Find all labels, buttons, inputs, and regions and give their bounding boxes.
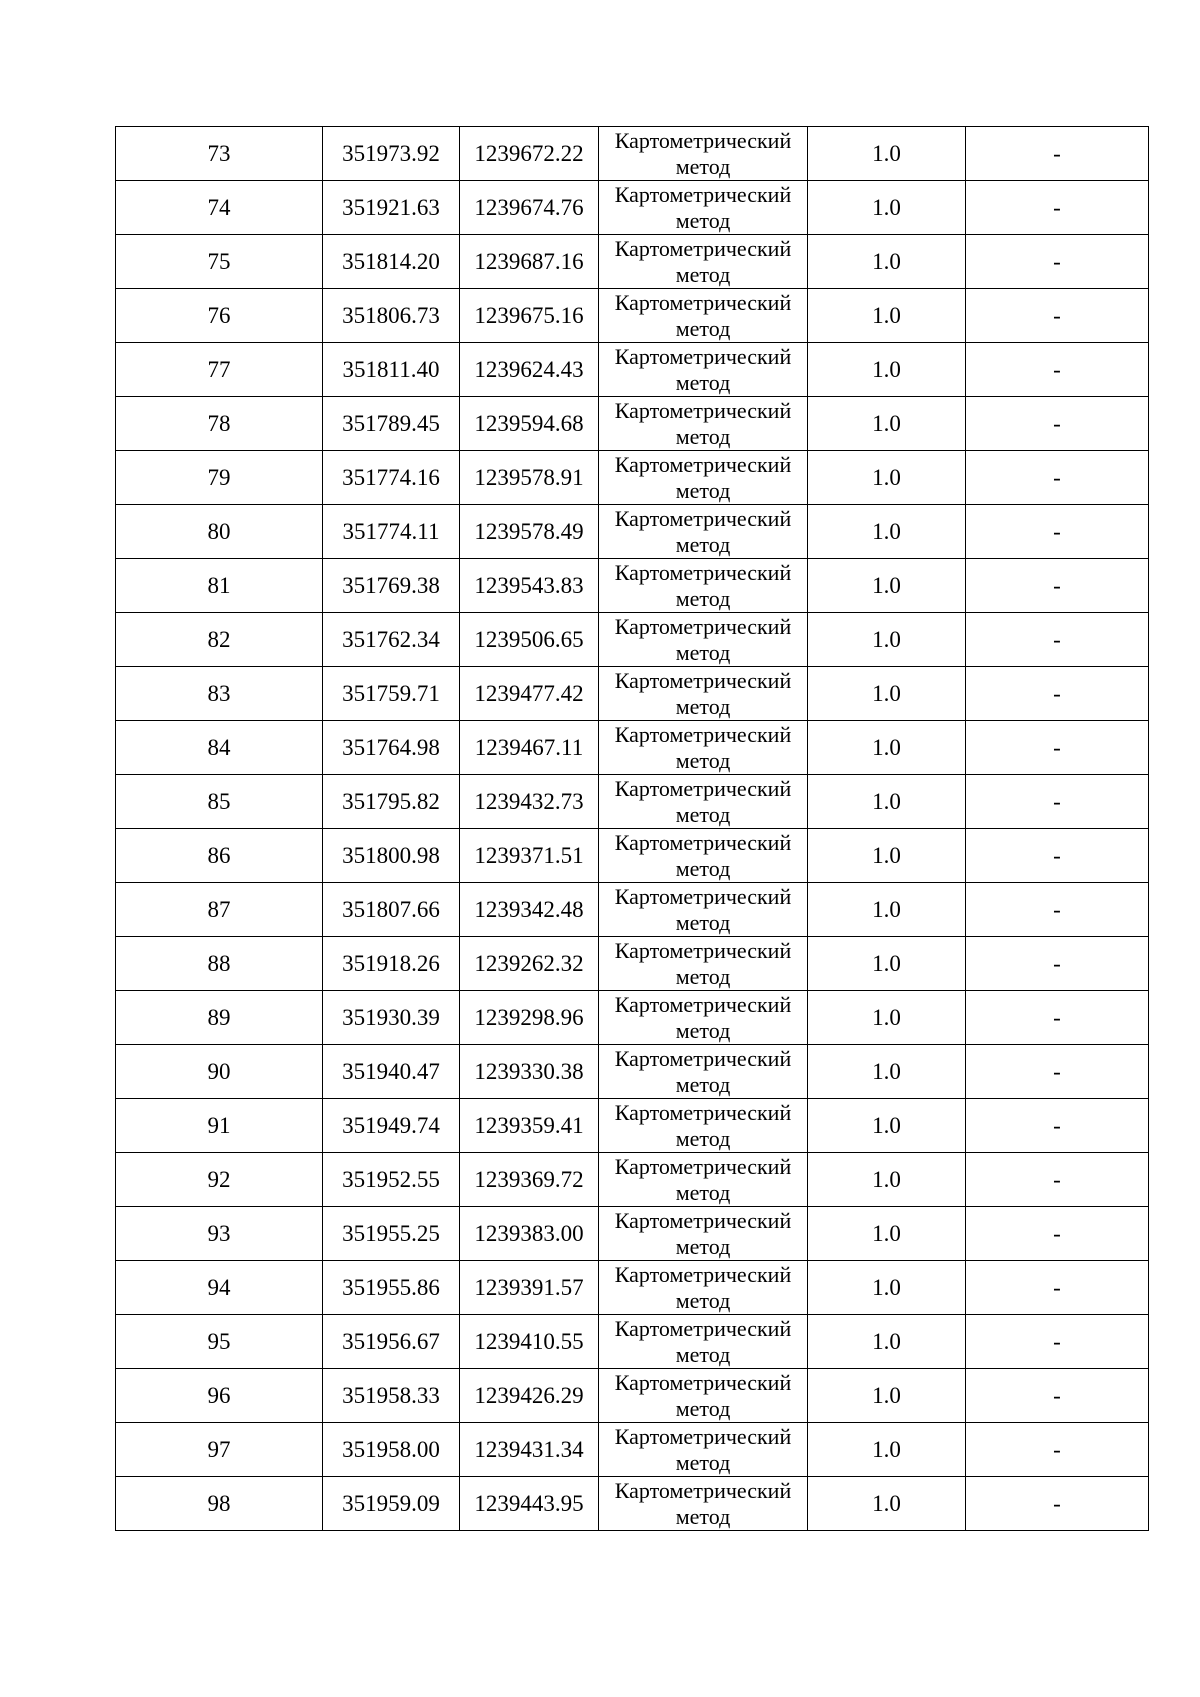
table-row xyxy=(116,1045,1149,1099)
table-row xyxy=(116,451,1149,505)
method-cell xyxy=(599,883,808,937)
method-cell xyxy=(599,235,808,289)
note-cell: - xyxy=(966,181,1149,235)
method-cell xyxy=(599,721,808,775)
method-cell xyxy=(599,613,808,667)
table-row xyxy=(116,235,1149,289)
table-row xyxy=(116,991,1149,1045)
x-coordinate-cell: 351959.09 xyxy=(323,1477,460,1531)
table-row xyxy=(116,1423,1149,1477)
table-row xyxy=(116,937,1149,991)
note-cell: - xyxy=(966,991,1149,1045)
note-cell: - xyxy=(966,451,1149,505)
method-cell xyxy=(599,1099,808,1153)
accuracy-cell: 1.0 xyxy=(808,1315,966,1369)
table-row xyxy=(116,127,1149,181)
method-line-1: Картометрический xyxy=(614,128,792,153)
point-number-cell: 91 xyxy=(116,1099,323,1153)
note-cell: - xyxy=(966,1207,1149,1261)
method-line-1: Картометрический xyxy=(614,938,792,963)
point-number-cell: 89 xyxy=(116,991,323,1045)
method-line-2: метод xyxy=(675,1396,731,1421)
method-line-2: метод xyxy=(675,694,731,719)
accuracy-cell: 1.0 xyxy=(808,883,966,937)
y-coordinate-cell: 1239578.91 xyxy=(460,451,599,505)
x-coordinate-cell: 351811.40 xyxy=(323,343,460,397)
accuracy-cell: 1.0 xyxy=(808,181,966,235)
note-cell: - xyxy=(966,127,1149,181)
note-cell: - xyxy=(966,1099,1149,1153)
note-cell: - xyxy=(966,667,1149,721)
method-cell xyxy=(599,1261,808,1315)
note-cell: - xyxy=(966,559,1149,613)
x-coordinate-cell: 351955.86 xyxy=(323,1261,460,1315)
point-number-cell: 74 xyxy=(116,181,323,235)
table-row xyxy=(116,1477,1149,1531)
note-cell: - xyxy=(966,721,1149,775)
accuracy-cell: 1.0 xyxy=(808,1369,966,1423)
y-coordinate-cell: 1239298.96 xyxy=(460,991,599,1045)
method-cell xyxy=(599,181,808,235)
coordinates-table xyxy=(115,126,1149,1531)
method-line-1: Картометрический xyxy=(614,182,792,207)
x-coordinate-cell: 351973.92 xyxy=(323,127,460,181)
table-row xyxy=(116,505,1149,559)
x-coordinate-cell: 351921.63 xyxy=(323,181,460,235)
method-line-2: метод xyxy=(675,1180,731,1205)
table-row xyxy=(116,1153,1149,1207)
method-line-2: метод xyxy=(675,370,731,395)
x-coordinate-cell: 351789.45 xyxy=(323,397,460,451)
y-coordinate-cell: 1239369.72 xyxy=(460,1153,599,1207)
method-cell xyxy=(599,127,808,181)
point-number-cell: 96 xyxy=(116,1369,323,1423)
note-cell: - xyxy=(966,1423,1149,1477)
method-cell xyxy=(599,829,808,883)
y-coordinate-cell: 1239674.76 xyxy=(460,181,599,235)
accuracy-cell: 1.0 xyxy=(808,1261,966,1315)
method-line-2: метод xyxy=(675,424,731,449)
y-coordinate-cell: 1239330.38 xyxy=(460,1045,599,1099)
y-coordinate-cell: 1239342.48 xyxy=(460,883,599,937)
method-line-1: Картометрический xyxy=(614,1100,792,1125)
table-row xyxy=(116,343,1149,397)
accuracy-cell: 1.0 xyxy=(808,721,966,775)
y-coordinate-cell: 1239383.00 xyxy=(460,1207,599,1261)
method-line-2: метод xyxy=(675,1018,731,1043)
accuracy-cell: 1.0 xyxy=(808,559,966,613)
method-line-1: Картометрический xyxy=(614,344,792,369)
note-cell: - xyxy=(966,613,1149,667)
point-number-cell: 77 xyxy=(116,343,323,397)
method-line-2: метод xyxy=(675,208,731,233)
note-cell: - xyxy=(966,1477,1149,1531)
table-row xyxy=(116,613,1149,667)
method-line-1: Картометрический xyxy=(614,1370,792,1395)
x-coordinate-cell: 351952.55 xyxy=(323,1153,460,1207)
accuracy-cell: 1.0 xyxy=(808,1153,966,1207)
table-row xyxy=(116,559,1149,613)
method-line-1: Картометрический xyxy=(614,614,792,639)
x-coordinate-cell: 351807.66 xyxy=(323,883,460,937)
method-line-2: метод xyxy=(675,316,731,341)
method-cell xyxy=(599,505,808,559)
method-cell xyxy=(599,667,808,721)
method-line-1: Картометрический xyxy=(614,1046,792,1071)
x-coordinate-cell: 351762.34 xyxy=(323,613,460,667)
point-number-cell: 87 xyxy=(116,883,323,937)
accuracy-cell: 1.0 xyxy=(808,451,966,505)
table-row xyxy=(116,397,1149,451)
point-number-cell: 84 xyxy=(116,721,323,775)
method-cell xyxy=(599,775,808,829)
table-row xyxy=(116,1261,1149,1315)
method-line-1: Картометрический xyxy=(614,884,792,909)
x-coordinate-cell: 351795.82 xyxy=(323,775,460,829)
note-cell: - xyxy=(966,937,1149,991)
x-coordinate-cell: 351918.26 xyxy=(323,937,460,991)
accuracy-cell: 1.0 xyxy=(808,235,966,289)
y-coordinate-cell: 1239594.68 xyxy=(460,397,599,451)
method-line-1: Картометрический xyxy=(614,560,792,585)
method-line-2: метод xyxy=(675,640,731,665)
method-cell xyxy=(599,1045,808,1099)
point-number-cell: 82 xyxy=(116,613,323,667)
x-coordinate-cell: 351956.67 xyxy=(323,1315,460,1369)
point-number-cell: 73 xyxy=(116,127,323,181)
method-line-1: Картометрический xyxy=(614,1316,792,1341)
method-line-2: метод xyxy=(675,748,731,773)
x-coordinate-cell: 351940.47 xyxy=(323,1045,460,1099)
x-coordinate-cell: 351769.38 xyxy=(323,559,460,613)
method-line-2: метод xyxy=(675,1288,731,1313)
accuracy-cell: 1.0 xyxy=(808,613,966,667)
point-number-cell: 83 xyxy=(116,667,323,721)
y-coordinate-cell: 1239359.41 xyxy=(460,1099,599,1153)
x-coordinate-cell: 351814.20 xyxy=(323,235,460,289)
table-row xyxy=(116,181,1149,235)
note-cell: - xyxy=(966,505,1149,559)
method-cell xyxy=(599,1153,808,1207)
point-number-cell: 86 xyxy=(116,829,323,883)
accuracy-cell: 1.0 xyxy=(808,1477,966,1531)
point-number-cell: 80 xyxy=(116,505,323,559)
point-number-cell: 92 xyxy=(116,1153,323,1207)
y-coordinate-cell: 1239675.16 xyxy=(460,289,599,343)
method-line-1: Картометрический xyxy=(614,1208,792,1233)
method-cell xyxy=(599,937,808,991)
table-row xyxy=(116,721,1149,775)
point-number-cell: 93 xyxy=(116,1207,323,1261)
accuracy-cell: 1.0 xyxy=(808,991,966,1045)
method-line-2: метод xyxy=(675,1234,731,1259)
method-cell xyxy=(599,1207,808,1261)
method-line-1: Картометрический xyxy=(614,290,792,315)
note-cell: - xyxy=(966,829,1149,883)
accuracy-cell: 1.0 xyxy=(808,397,966,451)
accuracy-cell: 1.0 xyxy=(808,1207,966,1261)
accuracy-cell: 1.0 xyxy=(808,1099,966,1153)
method-cell xyxy=(599,343,808,397)
x-coordinate-cell: 351774.11 xyxy=(323,505,460,559)
accuracy-cell: 1.0 xyxy=(808,775,966,829)
y-coordinate-cell: 1239687.16 xyxy=(460,235,599,289)
method-line-1: Картометрический xyxy=(614,1424,792,1449)
note-cell: - xyxy=(966,775,1149,829)
point-number-cell: 88 xyxy=(116,937,323,991)
method-line-2: метод xyxy=(675,1504,731,1529)
y-coordinate-cell: 1239262.32 xyxy=(460,937,599,991)
y-coordinate-cell: 1239410.55 xyxy=(460,1315,599,1369)
y-coordinate-cell: 1239578.49 xyxy=(460,505,599,559)
table-row xyxy=(116,829,1149,883)
y-coordinate-cell: 1239426.29 xyxy=(460,1369,599,1423)
table-row xyxy=(116,289,1149,343)
note-cell: - xyxy=(966,883,1149,937)
y-coordinate-cell: 1239391.57 xyxy=(460,1261,599,1315)
accuracy-cell: 1.0 xyxy=(808,1045,966,1099)
method-line-2: метод xyxy=(675,856,731,881)
y-coordinate-cell: 1239371.51 xyxy=(460,829,599,883)
point-number-cell: 75 xyxy=(116,235,323,289)
method-line-1: Картометрический xyxy=(614,1154,792,1179)
x-coordinate-cell: 351930.39 xyxy=(323,991,460,1045)
note-cell: - xyxy=(966,289,1149,343)
y-coordinate-cell: 1239624.43 xyxy=(460,343,599,397)
method-line-1: Картометрический xyxy=(614,452,792,477)
note-cell: - xyxy=(966,235,1149,289)
method-line-1: Картометрический xyxy=(614,1262,792,1287)
y-coordinate-cell: 1239467.11 xyxy=(460,721,599,775)
method-line-2: метод xyxy=(675,802,731,827)
accuracy-cell: 1.0 xyxy=(808,127,966,181)
note-cell: - xyxy=(966,1315,1149,1369)
method-cell xyxy=(599,991,808,1045)
method-line-2: метод xyxy=(675,586,731,611)
method-line-2: метод xyxy=(675,532,731,557)
x-coordinate-cell: 351800.98 xyxy=(323,829,460,883)
method-cell xyxy=(599,1423,808,1477)
accuracy-cell: 1.0 xyxy=(808,343,966,397)
table-row xyxy=(116,775,1149,829)
y-coordinate-cell: 1239432.73 xyxy=(460,775,599,829)
accuracy-cell: 1.0 xyxy=(808,937,966,991)
point-number-cell: 79 xyxy=(116,451,323,505)
y-coordinate-cell: 1239543.83 xyxy=(460,559,599,613)
note-cell: - xyxy=(966,1261,1149,1315)
y-coordinate-cell: 1239443.95 xyxy=(460,1477,599,1531)
method-line-1: Картометрический xyxy=(614,506,792,531)
point-number-cell: 76 xyxy=(116,289,323,343)
accuracy-cell: 1.0 xyxy=(808,1423,966,1477)
table-row xyxy=(116,1207,1149,1261)
point-number-cell: 95 xyxy=(116,1315,323,1369)
x-coordinate-cell: 351958.33 xyxy=(323,1369,460,1423)
note-cell: - xyxy=(966,1045,1149,1099)
point-number-cell: 94 xyxy=(116,1261,323,1315)
method-cell xyxy=(599,1477,808,1531)
method-cell xyxy=(599,289,808,343)
method-cell xyxy=(599,1369,808,1423)
method-cell xyxy=(599,559,808,613)
method-cell xyxy=(599,397,808,451)
y-coordinate-cell: 1239506.65 xyxy=(460,613,599,667)
x-coordinate-cell: 351774.16 xyxy=(323,451,460,505)
x-coordinate-cell: 351955.25 xyxy=(323,1207,460,1261)
method-cell xyxy=(599,1315,808,1369)
method-line-2: метод xyxy=(675,910,731,935)
note-cell: - xyxy=(966,397,1149,451)
note-cell: - xyxy=(966,1153,1149,1207)
x-coordinate-cell: 351958.00 xyxy=(323,1423,460,1477)
x-coordinate-cell: 351764.98 xyxy=(323,721,460,775)
method-line-1: Картометрический xyxy=(614,236,792,261)
x-coordinate-cell: 351949.74 xyxy=(323,1099,460,1153)
table-row xyxy=(116,1099,1149,1153)
method-line-1: Картометрический xyxy=(614,776,792,801)
method-line-2: метод xyxy=(675,154,731,179)
point-number-cell: 97 xyxy=(116,1423,323,1477)
accuracy-cell: 1.0 xyxy=(808,667,966,721)
method-line-1: Картометрический xyxy=(614,830,792,855)
point-number-cell: 90 xyxy=(116,1045,323,1099)
y-coordinate-cell: 1239477.42 xyxy=(460,667,599,721)
coordinates-table-body xyxy=(116,127,1149,1531)
method-line-1: Картометрический xyxy=(614,722,792,747)
point-number-cell: 98 xyxy=(116,1477,323,1531)
method-line-1: Картометрический xyxy=(614,398,792,423)
point-number-cell: 78 xyxy=(116,397,323,451)
note-cell: - xyxy=(966,1369,1149,1423)
method-line-1: Картометрический xyxy=(614,1478,792,1503)
table-row xyxy=(116,883,1149,937)
method-line-1: Картометрический xyxy=(614,668,792,693)
table-row xyxy=(116,1315,1149,1369)
x-coordinate-cell: 351806.73 xyxy=(323,289,460,343)
x-coordinate-cell: 351759.71 xyxy=(323,667,460,721)
method-line-2: метод xyxy=(675,1342,731,1367)
y-coordinate-cell: 1239431.34 xyxy=(460,1423,599,1477)
method-line-2: метод xyxy=(675,964,731,989)
note-cell: - xyxy=(966,343,1149,397)
table-row xyxy=(116,667,1149,721)
method-cell xyxy=(599,451,808,505)
point-number-cell: 85 xyxy=(116,775,323,829)
accuracy-cell: 1.0 xyxy=(808,289,966,343)
point-number-cell: 81 xyxy=(116,559,323,613)
accuracy-cell: 1.0 xyxy=(808,505,966,559)
y-coordinate-cell: 1239672.22 xyxy=(460,127,599,181)
method-line-2: метод xyxy=(675,1450,731,1475)
method-line-2: метод xyxy=(675,1126,731,1151)
accuracy-cell: 1.0 xyxy=(808,829,966,883)
method-line-1: Картометрический xyxy=(614,992,792,1017)
table-row xyxy=(116,1369,1149,1423)
method-line-2: метод xyxy=(675,262,731,287)
method-line-2: метод xyxy=(675,478,731,503)
method-line-2: метод xyxy=(675,1072,731,1097)
